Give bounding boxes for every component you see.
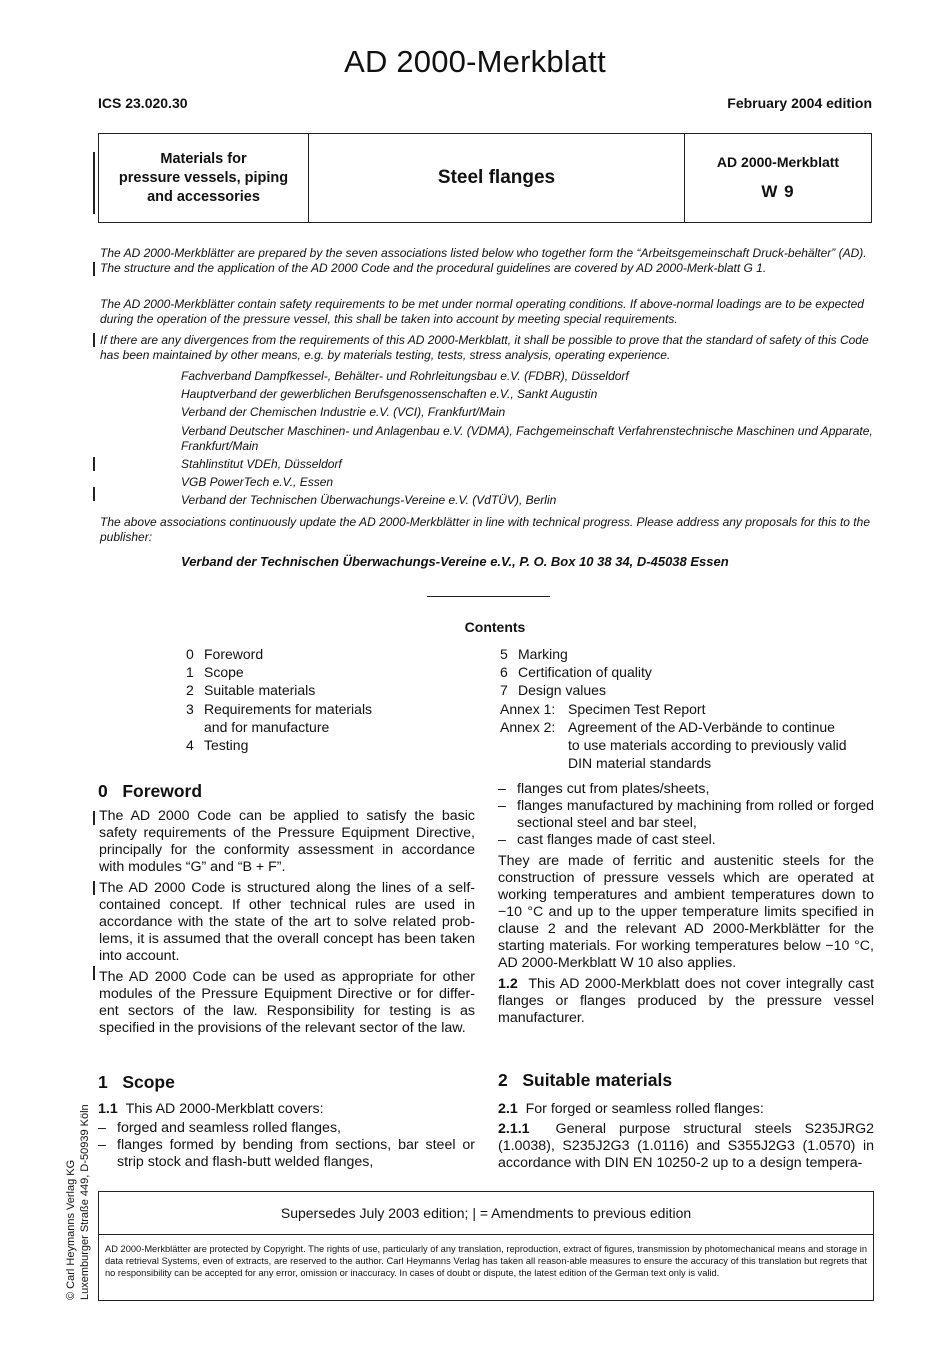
intro-paragraph: If there are any divergences from the requirements of this AD 2000-Merkblatt, it shall be possible to prove that the standard of safety of this Code has been maintained by other means, e.g. by materials testing, tests, stress analysis, operating experience.	[100, 333, 869, 362]
toc-number: 0	[186, 646, 194, 662]
code-number: W 9	[761, 182, 795, 201]
list-item: – cast flanges made of cast steel.	[498, 832, 716, 848]
toc-label: Marking	[518, 646, 568, 662]
clause-text: This AD 2000-Merkblatt does not cover integrally cast flanges or flanges produced by the pressure vessel manufacturer.	[498, 976, 874, 1026]
association-item: Hauptverband der gewerblichen Berufsgenossenschaften e.V., Sankt Augustin	[181, 387, 598, 401]
toc-label-line: Requirements for materials	[204, 700, 373, 717]
materials-clause	[498, 1101, 874, 1118]
intro-paragraph: The AD 2000-Merkblätter are prepared by the seven associations listed below who together form the “Arbeitsgemeinschaft Druck-behälter” (AD). The structure and the application of the AD 2000 Code and the procedural guidelines are covered by AD 2000-Merk-blatt G 1.	[100, 246, 867, 275]
toc-label-line: Agreement of the AD-Verbände to continue	[568, 718, 835, 735]
section-heading-foreword	[98, 781, 202, 802]
section-heading-scope	[98, 1072, 175, 1093]
toc-label-line: to use materials according to previously valid	[568, 737, 847, 754]
side-publisher-line: Luxemburger Straße 449, D-50939 Köln	[79, 1104, 91, 1300]
list-item: – flanges formed by bending from sections, bar steel or strip stock and flash-butt welded flanges,	[98, 1137, 475, 1170]
amendment-bar	[93, 333, 95, 347]
amendment-bar	[93, 966, 95, 980]
page-title: AD 2000-Merkblatt	[344, 44, 606, 79]
section-title: Suitable materials	[522, 1070, 673, 1090]
contents-item[interactable]	[500, 718, 880, 773]
toc-number: 2	[186, 682, 194, 699]
contents-list-right	[500, 645, 880, 772]
contents-item[interactable]	[500, 700, 880, 718]
scope-body	[98, 1101, 475, 1171]
intro-paragraph: The AD 2000-Merkblätter contain safety requirements to be met under normal operating conditions. If above-normal loadings are to be expected during the operation of the pressure vessel, this shall be taken into account by meeting special requirements.	[100, 297, 864, 326]
code-cell	[685, 134, 871, 222]
scope-paragraph: They are made of ferritic and austenitic steels for the construction of pressure vessels which are operated at working temperatures and ambient temperatures down to −10 °C and up to the upper temperature limits specified in clause 2 and the relevant AD 2000-Merkblätter for the starting materials. For working temperatures below −10 °C, AD 2000-Merkblatt W 10 also applies.	[498, 853, 874, 971]
association-item: VGB PowerTech e.V., Essen	[181, 475, 334, 489]
scope-paragraph	[498, 976, 874, 1027]
clause-number: 1.2	[498, 976, 518, 992]
contents-item[interactable]	[186, 700, 476, 736]
toc-label: Testing	[204, 737, 249, 754]
list-item-text: flanges cut from plates/sheets,	[517, 781, 710, 797]
contents-item[interactable]	[186, 681, 476, 699]
footer-box	[98, 1191, 874, 1301]
toc-label: Specimen Test Report	[568, 700, 706, 717]
toc-number: 7	[500, 682, 508, 699]
list-item-text: forged and seamless rolled flanges,	[117, 1120, 341, 1136]
edition-date: February 2004 edition	[727, 95, 872, 111]
toc-number: Annex 2:	[500, 718, 556, 735]
toc-label	[568, 718, 847, 773]
association-item: Stahlinstitut VDEh, Düsseldorf	[181, 457, 342, 471]
section-number: 1	[98, 1072, 108, 1092]
toc-label-line: and for manufacture	[204, 718, 330, 735]
title-box	[98, 133, 872, 223]
scope-clause	[98, 1101, 475, 1118]
contents-item[interactable]	[500, 681, 880, 699]
code-label: AD 2000-Merkblatt	[716, 154, 840, 170]
foreword-body	[99, 808, 475, 1041]
copyright-notice: AD 2000-Merkblätter are protected by Copyright. The rights of use, particularly of any translation, reproduction, extract of figures, transmission by photomechanical means and storage in data retrieval Systems, even of extracts, are reserved to the author. Carl Heymanns Verlag has taken all reason-able measures to ensure the accuracy of this translation but regrets that no responsibility can be accepted for any error, omission or inaccuracy. In cases of doubt or dispute, the latest edition of the German text only is valid.	[99, 1234, 873, 1279]
toc-label: Certification of quality	[518, 664, 652, 681]
scope-continued	[498, 781, 874, 1031]
toc-label: Suitable materials	[204, 682, 316, 699]
association-item: Verband der Chemischen Industrie e.V. (VCI), Frankfurt/Main	[181, 405, 506, 419]
list-item-text: cast flanges made of cast steel.	[517, 832, 716, 848]
toc-number: 4	[186, 737, 194, 754]
contents-list-left	[186, 645, 476, 754]
amendment-bar	[93, 152, 95, 214]
toc-number: 1	[186, 664, 194, 681]
section-heading-materials	[498, 1070, 672, 1091]
materials-clause	[498, 1121, 874, 1172]
toc-label: Foreword	[204, 646, 264, 662]
toc-number: 5	[500, 646, 508, 662]
list-item: – forged and seamless rolled flanges,	[98, 1120, 341, 1136]
contents-heading: Contents	[464, 619, 526, 635]
foreword-paragraph: The AD 2000 Code is structured along the lines of a self-contained concept. If other technical rules are used in accordance with the state of the art to solve related prob-lems, it is assumed that the overall concept has been taken into account.	[99, 880, 475, 964]
intro-paragraph: The above associations continuously update the AD 2000-Merkblätter in line with technical progress. Please address any proposals for this to the publisher:	[100, 515, 870, 544]
amendment-bar	[93, 487, 95, 501]
separator-line	[427, 596, 550, 597]
list-item-text: flanges formed by bending from sections, bar steel or strip stock and flash-butt welded flanges,	[117, 1137, 475, 1170]
contents-item[interactable]	[186, 736, 476, 754]
amendment-bar	[93, 262, 95, 276]
section-title: Foreword	[122, 781, 203, 801]
category-line: and accessories	[147, 188, 260, 205]
toc-number: Annex 1:	[500, 700, 556, 717]
clause-text: For forged or seamless rolled flanges:	[525, 1101, 764, 1117]
section-number: 2	[498, 1070, 508, 1090]
publisher-address: Verband der Technischen Überwachungs-Vereine e.V., P. O. Box 10 38 34, D-45038 Essen	[181, 554, 729, 569]
list-item: – flanges manufactured by machining from rolled or forged sectional steel and bar steel,	[498, 798, 874, 831]
supersedes-note: Supersedes July 2003 edition; | = Amendments to previous edition	[280, 1205, 692, 1221]
association-item: Verband der Technischen Überwachungs-Vereine e.V. (VdTÜV), Berlin	[181, 493, 557, 507]
association-item: Fachverband Dampfkessel-, Behälter- und Rohrleitungsbau e.V. (FDBR), Düsseldorf	[181, 369, 629, 383]
association-item: Verband Deutscher Maschinen- und Anlagenbau e.V. (VDMA), Fachgemeinschaft Verfahrenstechnische Maschinen und Apparate, Frankfurt/Main	[181, 424, 873, 453]
subject-title: Steel flanges	[437, 167, 556, 188]
toc-label-line: DIN material standards	[568, 755, 712, 772]
category-cell	[99, 134, 309, 222]
contents-item[interactable]	[500, 663, 880, 681]
contents-item[interactable]	[186, 663, 476, 681]
ics-code: ICS 23.020.30	[98, 95, 188, 111]
toc-number: 6	[500, 664, 508, 681]
amendment-bar	[93, 881, 95, 895]
clause-text: General purpose structural steels S235JRG2 (1.0038), S235J2G3 (1.0116) and S355J2G3 (1.0570) in accordance with DIN EN 10250-2 up to a design tempera-	[498, 1121, 874, 1171]
foreword-paragraph: The AD 2000 Code can be applied to satisfy the basic safety requirements of the Pressure Equipment Directive, principally for the conformity assessment in accordance with modules “G” and “B + F”.	[99, 808, 475, 875]
clause-number: 2.1.1	[498, 1121, 530, 1137]
category-line: Materials for	[160, 150, 247, 167]
section-number: 0	[98, 781, 108, 801]
side-publisher-line: © Carl Heymanns Verlag KG	[65, 1159, 77, 1300]
toc-label	[204, 700, 372, 736]
clause-text: This AD 2000-Merkblatt covers:	[125, 1101, 324, 1117]
foreword-paragraph: The AD 2000 Code can be used as appropriate for other modules of the Pressure Equipment Directive or for differ-ent sectors of the law. Responsibility for testing is as specified in the provisions of the relevant sector of the law.	[99, 969, 475, 1036]
toc-label: Design values	[518, 682, 606, 699]
amendment-bar	[93, 457, 95, 471]
materials-body	[498, 1101, 874, 1176]
contents-item[interactable]	[500, 645, 880, 663]
toc-number: 3	[186, 700, 194, 717]
list-item-text: flanges manufactured by machining from rolled or forged sectional steel and bar steel,	[517, 798, 874, 831]
toc-label: Scope	[204, 664, 244, 681]
amendment-bar	[93, 811, 95, 825]
category-line: pressure vessels, piping	[118, 169, 289, 186]
subject-cell	[309, 134, 685, 222]
clause-number: 2.1	[498, 1101, 518, 1117]
side-publisher-imprint	[64, 1104, 92, 1300]
contents-item[interactable]	[186, 645, 476, 663]
list-item: – flanges cut from plates/sheets,	[498, 781, 710, 797]
section-title: Scope	[122, 1072, 175, 1092]
clause-number: 1.1	[98, 1101, 118, 1117]
